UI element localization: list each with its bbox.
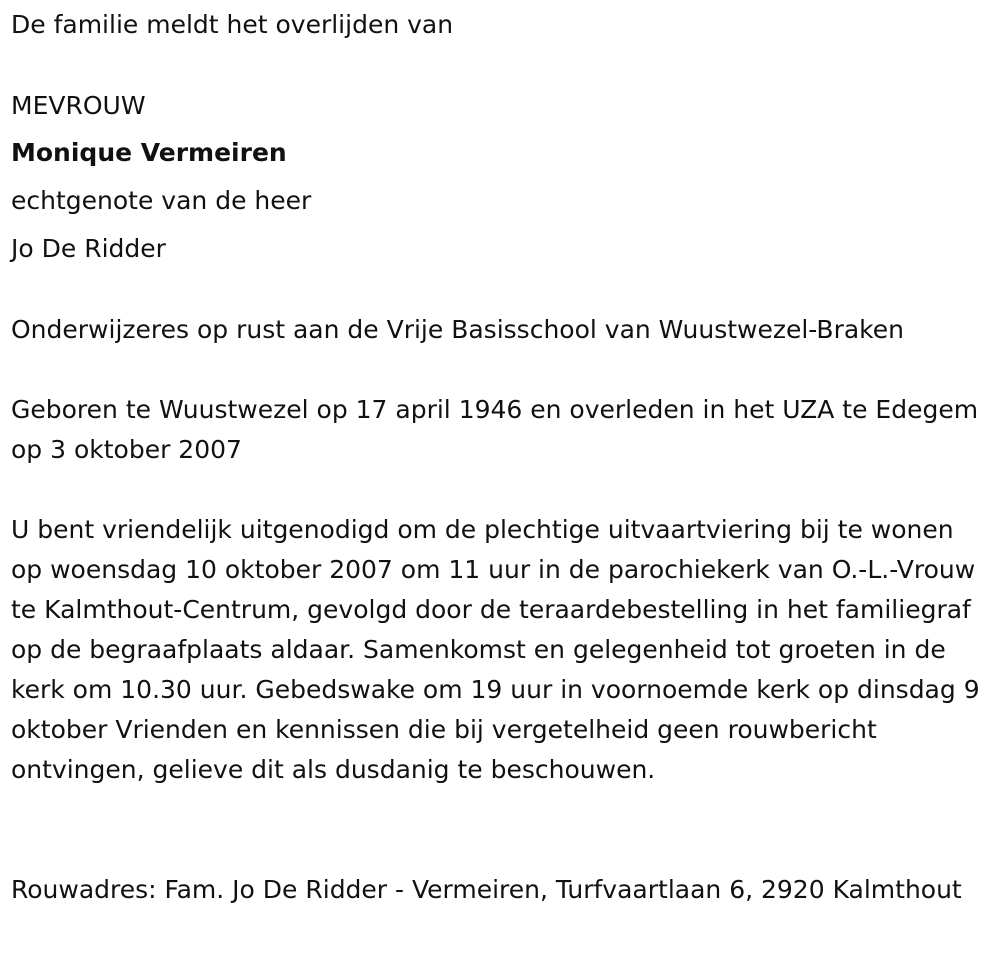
- deceased-name: Monique Vermeiren: [11, 138, 287, 167]
- salutation-text: MEVROUW: [11, 91, 146, 120]
- intro-text: De familie meldt het overlijden van: [11, 10, 454, 39]
- profession-text: Onderwijzeres op rust aan de Vrije Basisschool van Wuustwezel-Braken: [11, 315, 904, 344]
- spouse-name: Jo De Ridder: [11, 234, 166, 263]
- relation-text: echtgenote van de heer: [11, 186, 312, 215]
- birth-death-text: Geboren te Wuustwezel op 17 april 1946 en overleden in het UZA te Edegem op 3 oktober 2007: [11, 395, 979, 464]
- funeral-invitation-text: U bent vriendelijk uitgenodigd om de plechtige uitvaartviering bij te wonen op woensdag 10 oktober 2007 om 11 uur in de parochiekerk van O.-L.-Vrouw te Kalmthout-Centrum, gevolgd door de teraardebestelling in het familiegraf op de begraafplaats aldaar. Samenkomst en gelegenheid tot groeten in de kerk om 10.30 uur. Gebedswake om 19 uur in voornoemde kerk op dinsdag 9 oktober Vrienden en kennissen die bij vergetelheid geen rouwbericht ontvingen, gelieve dit als dusdanig te beschouwen.: [11, 515, 980, 784]
- mourning-address-text: Rouwadres: Fam. Jo De Ridder - Vermeiren, Turfvaartlaan 6, 2920 Kalmthout: [11, 875, 962, 904]
